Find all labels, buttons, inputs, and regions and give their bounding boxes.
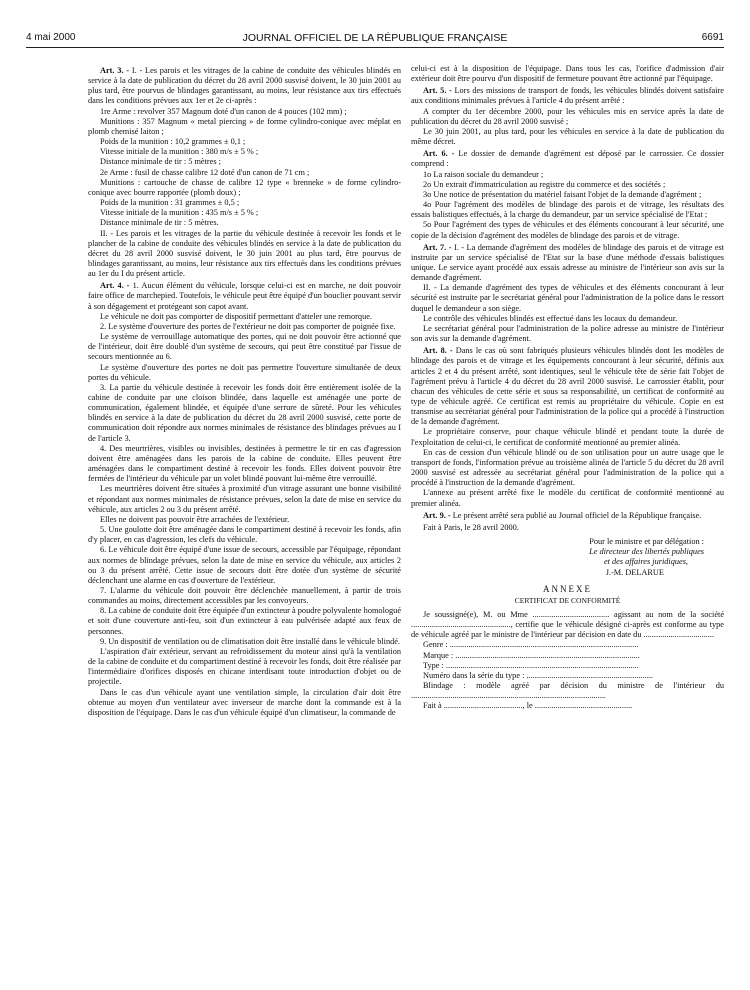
paragraph-text: 5. Une goulotte doit être aménagée dans le compartiment destiné à recevoir les fonds, afin d'y placer, en cas d'agression, les clefs du véhicule. (88, 525, 401, 545)
certificate-form (411, 610, 724, 712)
paragraph-text: Lors des missions de transport de fonds, les véhicules blindés doivent satisfaire aux conditions minimales prévues à l'article 4 du présent arrêté : (411, 86, 724, 106)
paragraph (88, 606, 401, 636)
paragraph (411, 200, 724, 220)
article-number: Art. 5. - (423, 86, 452, 96)
certificate-title: CERTIFICAT DE CONFORMITÉ (514, 595, 621, 605)
paragraph-text: A compter du 1er décembre 2000, pour les véhicules mis en service après la date de publication du décret du 28 avril 2000 susvisé ; (411, 106, 724, 126)
paragraph (411, 324, 724, 344)
certificate-line: Marque : ......................................................................................... (423, 650, 640, 660)
paragraph-text: Poids de la munition : 31 grammes ± 0,5 ; (100, 198, 240, 208)
paragraph (411, 127, 724, 147)
paragraph-text: Le secrétariat général pour l'administration de la police adresse au ministre de l'intérieur son avis sur la demande d'agrément. (411, 323, 724, 344)
paragraph-text: Les meurtrières doivent être situées à proximité d'un vitrage assurant une bonne visibilité et répondant aux normes minimales de résistance prévues, selon la date de mise en service du véhicule, aux articles 2 ou 3 du présent arrêté. (88, 484, 401, 514)
paragraph (88, 647, 401, 688)
paragraph (411, 170, 724, 180)
paragraph-text: Distance minimale de tir : 5 mètres. (100, 218, 219, 228)
paragraph (88, 545, 401, 586)
paragraph (411, 220, 724, 240)
paragraph (88, 157, 401, 167)
article-number: Art. 8. - (423, 346, 453, 356)
paragraph-text: 4. Des meurtrières, visibles ou invisibles, destinées à permettre le tir en cas d'agression doivent être aménagées dans les parois de la cabine de conduite. Elles peuvent être aménagées dans le compartiment destiné à recevoir les fonds. Elles doivent pouvoir être fermées de l'intérieur du véhicule par un volet blindé pouvant lui-même être verrouillé. (88, 443, 401, 484)
signature-name: J.-M. DELARUE (605, 567, 664, 577)
paragraph (88, 178, 401, 198)
right-column-body (411, 64, 724, 521)
paragraph-text: celui-ci est à la disposition de l'équipage. Dans tous les cas, l'orifice d'admission d'air extérieur doit être pourvu d'un dispositif de fermeture pouvant être actionné par l'équipage. (411, 64, 724, 84)
paragraph-text: 9. Un dispositif de ventilation ou de climatisation doit être installé dans le véhicule blindé. (100, 636, 401, 646)
paragraph (411, 190, 724, 200)
paragraph (88, 137, 401, 147)
paragraph-text: 2o Un extrait d'immatriculation au registre du commerce et des sociétés ; (423, 179, 666, 189)
paragraph-text: En cas de cession d'un véhicule blindé ou de son utilisation pour un autre usage que le transport de fonds, l'information prévue au troisième alinéa de l'article 5 du décret du 28 avril 2000 susvisé est adressée au secrétariat général pour l'administration de la police qui a procédé à l'instruction de la demande d'agrément. (411, 447, 724, 488)
paragraph-text: Munitions : 357 Magnum « metal piercing » de forme cylindro-conique avec méplat en plomb chemisé laiton ; (88, 116, 401, 136)
paragraph (88, 515, 401, 525)
certificate-line: Blindage : modèle agréé par décision du ministre de l'intérieur du .............................................................................................. (411, 681, 724, 701)
paragraph (411, 86, 724, 106)
paragraph-text: II. - Les parois et les vitrages de la partie du véhicule destinée à recevoir les fonds et le plancher de la cabine de conduite des véhicules blindés en service à la date de publication du décret du 28 avril 2000 susvisé doivent, le 30 juin 2001 au plus tard, être pourvus de blindages garantissant, au moins, leur résistance aux tirs effectués dans les conditions prévues au 1er du I du présent article. (88, 228, 401, 279)
paragraph-text: Le système de verrouillage automatique des portes, qui ne doit pouvoir être actionné que de l'intérieur, doit être doublé d'un système de secours, qui peut être constitué par l'issue de secours mentionnée au 6. (88, 332, 401, 362)
certificate-line: Genre : ........................................................................................... (423, 640, 639, 650)
paragraph (411, 149, 724, 169)
paragraph-text: I. - La demande d'agrément des modèles de blindage des parois et de vitrage est instruite par un service spécialisé de l'Etat sur la base d'une méthode d'essais balistiques unique. Le service ayant procédé aux essais adresse au ministre de l'intérieur son avis sur la demande d'agrément. (411, 242, 724, 283)
paragraph-text: 1re Arme : revolver 357 Magnum doté d'un canon de 4 pouces (102 mm) ; (100, 106, 347, 116)
paragraph (411, 243, 724, 284)
signature-role-1: Le directeur des libertés publiques (589, 547, 704, 557)
certificate-line: Numéro dans la série du type : ............................................................. (423, 670, 653, 680)
paragraph (88, 117, 401, 137)
paragraph (411, 448, 724, 489)
paragraph (88, 525, 401, 545)
article-number: Art. 3. - (100, 66, 130, 75)
paragraph-text: Distance minimale de tir : 5 mètres ; (100, 157, 221, 167)
article-number: Art. 7. - (423, 242, 452, 252)
signature-delegation: Pour le ministre et par délégation : (589, 537, 704, 547)
paragraph (411, 180, 724, 190)
paragraph (88, 66, 401, 107)
closing-date: Fait à Paris, le 28 avril 2000. (423, 522, 519, 532)
paragraph (88, 363, 401, 383)
paragraph-text: Elles ne doivent pas pouvoir être arrachées de l'extérieur. (100, 514, 290, 524)
paragraph-text: Vitesse initiale de la munition : 380 m/s ± 5 % ; (100, 147, 259, 157)
page-number: 6691 (701, 32, 724, 43)
paragraph (88, 688, 401, 718)
certificate-line: Type : ............................................................................................. (423, 660, 639, 670)
paragraph (88, 484, 401, 514)
paragraph-text: 1o La raison sociale du demandeur ; (423, 169, 544, 179)
paragraph-text: Le véhicule ne doit pas comporter de dispositif permettant d'atteler une remorque. (100, 311, 372, 321)
paragraph (411, 64, 724, 84)
signature-role-2: et des affaires juridiques, (603, 557, 688, 567)
paragraph-text: I. - Les parois et les vitrages de la cabine de conduite des véhicules blindés en service à la date de publication du décret du 28 avril 2000 susvisé doivent, le 30 juin 2001 au plus tard, être pourvus de blindages garantissant, au moins, leur résistance aux tirs effectués dans les conditions prévues aux 1er et 2e ci-après : (88, 66, 401, 106)
paragraph-text: Le présent arrêté sera publié au Journal officiel de la République française. (450, 510, 702, 520)
header-date: 4 mai 2000 (26, 32, 76, 43)
paragraph (411, 427, 724, 447)
paragraph (88, 312, 401, 322)
paragraph (88, 107, 401, 117)
paragraph-text: 3. La partie du véhicule destinée à recevoir les fonds doit être entièrement isolée de la cabine de conduite par une cloison blindée, dans laquelle est aménagée une porte de communication, également blindée, et équipée d'une serrure de sûreté. Pour les véhicules blindés en service à la date de publication du décret du 28 avril 2000 susvisé, cette porte de communication doit répondre aux normes minimales de résistance des blindages prévues au I de l'article 3. (88, 382, 401, 443)
article-number: Art. 4. - (100, 281, 130, 291)
paragraph (88, 218, 401, 228)
paragraph-text: II. - La demande d'agrément des types de véhicules et des éléments concourant à leur sécurité est instruite par le secrétariat général pour l'administration de la police dans le ressort duquel le demandeur a son siège. (411, 283, 724, 313)
certificate-line: Fait à ......................................, le ............................................... (423, 701, 633, 711)
paragraph-text: Le dossier de demande d'agrément est déposé par le carrossier. Ce dossier comprend : (411, 149, 724, 169)
paragraph (88, 168, 401, 178)
right-column (411, 64, 724, 712)
paragraph (411, 488, 724, 508)
paragraph (88, 322, 401, 332)
paragraph (88, 586, 401, 606)
paragraph (88, 147, 401, 157)
paragraph-text: Le contrôle des véhicules blindés est effectué dans les locaux du demandeur. (423, 313, 678, 323)
paragraph-text: L'annexe au présent arrêté fixe le modèle du certificat de conformité mentionné au premier alinéa. (411, 488, 724, 508)
paragraph-text: L'aspiration d'air extérieur, servant au refroidissement du moteur ainsi qu'à la ventilation de la cabine de conduite et du compartiment destiné à recevoir les fonds, doit être réalisée par l'intermédiaire d'orifices disposés en chicane interdisant toute introduction d'objet ou de projectile. (88, 646, 401, 687)
paragraph (88, 281, 401, 311)
header-rule (26, 47, 724, 48)
paragraph-text: Le 30 juin 2001, au plus tard, pour les véhicules en service à la date de publication du même décret. (411, 126, 724, 147)
paragraph (88, 332, 401, 362)
paragraph (88, 444, 401, 485)
paragraph-text: 3o Une notice de présentation du matériel faisant l'objet de la demande d'agrément ; (423, 189, 702, 199)
paragraph-text: Dans le cas d'un véhicule ayant une ventilation simple, la circulation d'air doit être obtenue au moyen d'un ventilateur avec inverseur de marche dont la commande est à la disposition de l'équipage. Dans le cas d'un véhicule équipé d'un climatiseur, la commande de (88, 687, 401, 717)
paragraph-text: 2e Arme : fusil de chasse calibre 12 doté d'un canon de 71 cm ; (100, 167, 310, 177)
left-column (88, 64, 401, 718)
paragraph-text: 1. Aucun élément du véhicule, lorsque celui-ci est en marche, ne doit pouvoir faire office de marchepied. Toutefois, le véhicule peut être équipé d'un bouclier pouvant servir à son dégagement et protégeant son capot avant. (88, 281, 401, 311)
paragraph (411, 107, 724, 127)
journal-title: JOURNAL OFFICIEL DE LA RÉPUBLIQUE FRANÇAISE (242, 32, 508, 44)
paragraph (411, 283, 724, 313)
paragraph (411, 346, 724, 427)
paragraph-text: Poids de la munition : 10,2 grammes ± 0,1 ; (100, 137, 246, 147)
paragraph (88, 198, 401, 208)
paragraph-text: 5o Pour l'agrément des types de véhicules et des éléments concourant à leur sécurité, une copie de la décision d'agrément des modèles de blindage des parois et de vitrage. (411, 220, 724, 240)
paragraph (88, 637, 401, 647)
paragraph-text: Vitesse initiale de la munition : 435 m/s ± 5 % ; (100, 208, 259, 218)
paragraph (411, 511, 724, 521)
annexe-title: ANNEXE (543, 583, 592, 594)
article-number: Art. 9. - (423, 510, 451, 520)
paragraph-text: Le système d'ouverture des portes ne doit pas permettre l'ouverture simultanée de deux portes du véhicule. (88, 362, 401, 382)
article-number: Art. 6. - (423, 149, 455, 159)
paragraph-text: 2. Le système d'ouverture des portes de l'extérieur ne doit pas comporter de poignée fixe. (100, 321, 396, 331)
paragraph-text: 7. L'alarme du véhicule doit pouvoir être déclenchée manuellement, à partir de trois commandes au moins, directement accessibles par les convoyeurs. (88, 585, 401, 606)
paragraph-text: Dans le cas où sont fabriqués plusieurs véhicules blindés dont les modèles de blindage des parois et de vitrage et les équipements concourant à leur sécurité, définis aux articles 2 et 4 du présent arrêté, sont identiques, seul le véhicule tête de série fait l'objet de l'agrément prévu à l'article 4 du décret du 28 avril 2000 susvisé. Le carrossier établit, pour chacun des véhicules de cette série et sous sa responsabilité, un certificat de conformité au type de véhicule agréé. Ce certificat est remis au propriétaire du véhicule. Copie en est transmise au secrétariat général pour l'administration de la police qui a procédé à l'instruction de la demande d'agrément. (411, 346, 724, 427)
page-header (26, 32, 724, 46)
paragraph (88, 229, 401, 280)
paragraph-text: 4o Pour l'agrément des modèles de blindage des parois et de vitrage, les résultats des essais balistiques effectués, à la charge du demandeur, par un service spécialisé de l'Etat ; (411, 200, 724, 220)
paragraph (88, 383, 401, 444)
paragraph-text: Le propriétaire conserve, pour chaque véhicule blindé et pendant toute la durée de l'exploitation de celui-ci, le certificat de conformité mentionné au premier alinéa. (411, 427, 724, 447)
paragraph-text: Munitions : cartouche de chasse de calibre 12 type « brenneke » de forme cylindro-conique avec bourre rapportée (plomb doux) ; (88, 177, 401, 197)
paragraph (411, 314, 724, 324)
certificate-line: Je soussigné(e), M. ou Mme ..................................... agissant au nom de la société ................................................, certifie que le véhicule désigné ci-après est conforme au type de véhicule agréé par le ministre de l'intérieur par décision en date du .................................. (411, 609, 724, 640)
paragraph-text: 8. La cabine de conduite doit être équipée d'un extincteur à poudre polyvalente homologué et soit d'une couverture anti-feu, soit d'un extincteur à eau pulvérisée adapté aux feux de personnes. (88, 606, 401, 636)
paragraph (88, 208, 401, 218)
paragraph-text: 6. Le véhicule doit être équipé d'une issue de secours, accessible par l'équipage, répondant aux normes de blindage prévues, selon la date de mise en service du véhicule, aux articles 2 ou 3 du présent arrêté. Cette issue de secours doit être dotée d'un système de sécurité déclenchant une alarme en cas d'ouverture de l'extérieur. (88, 545, 401, 585)
